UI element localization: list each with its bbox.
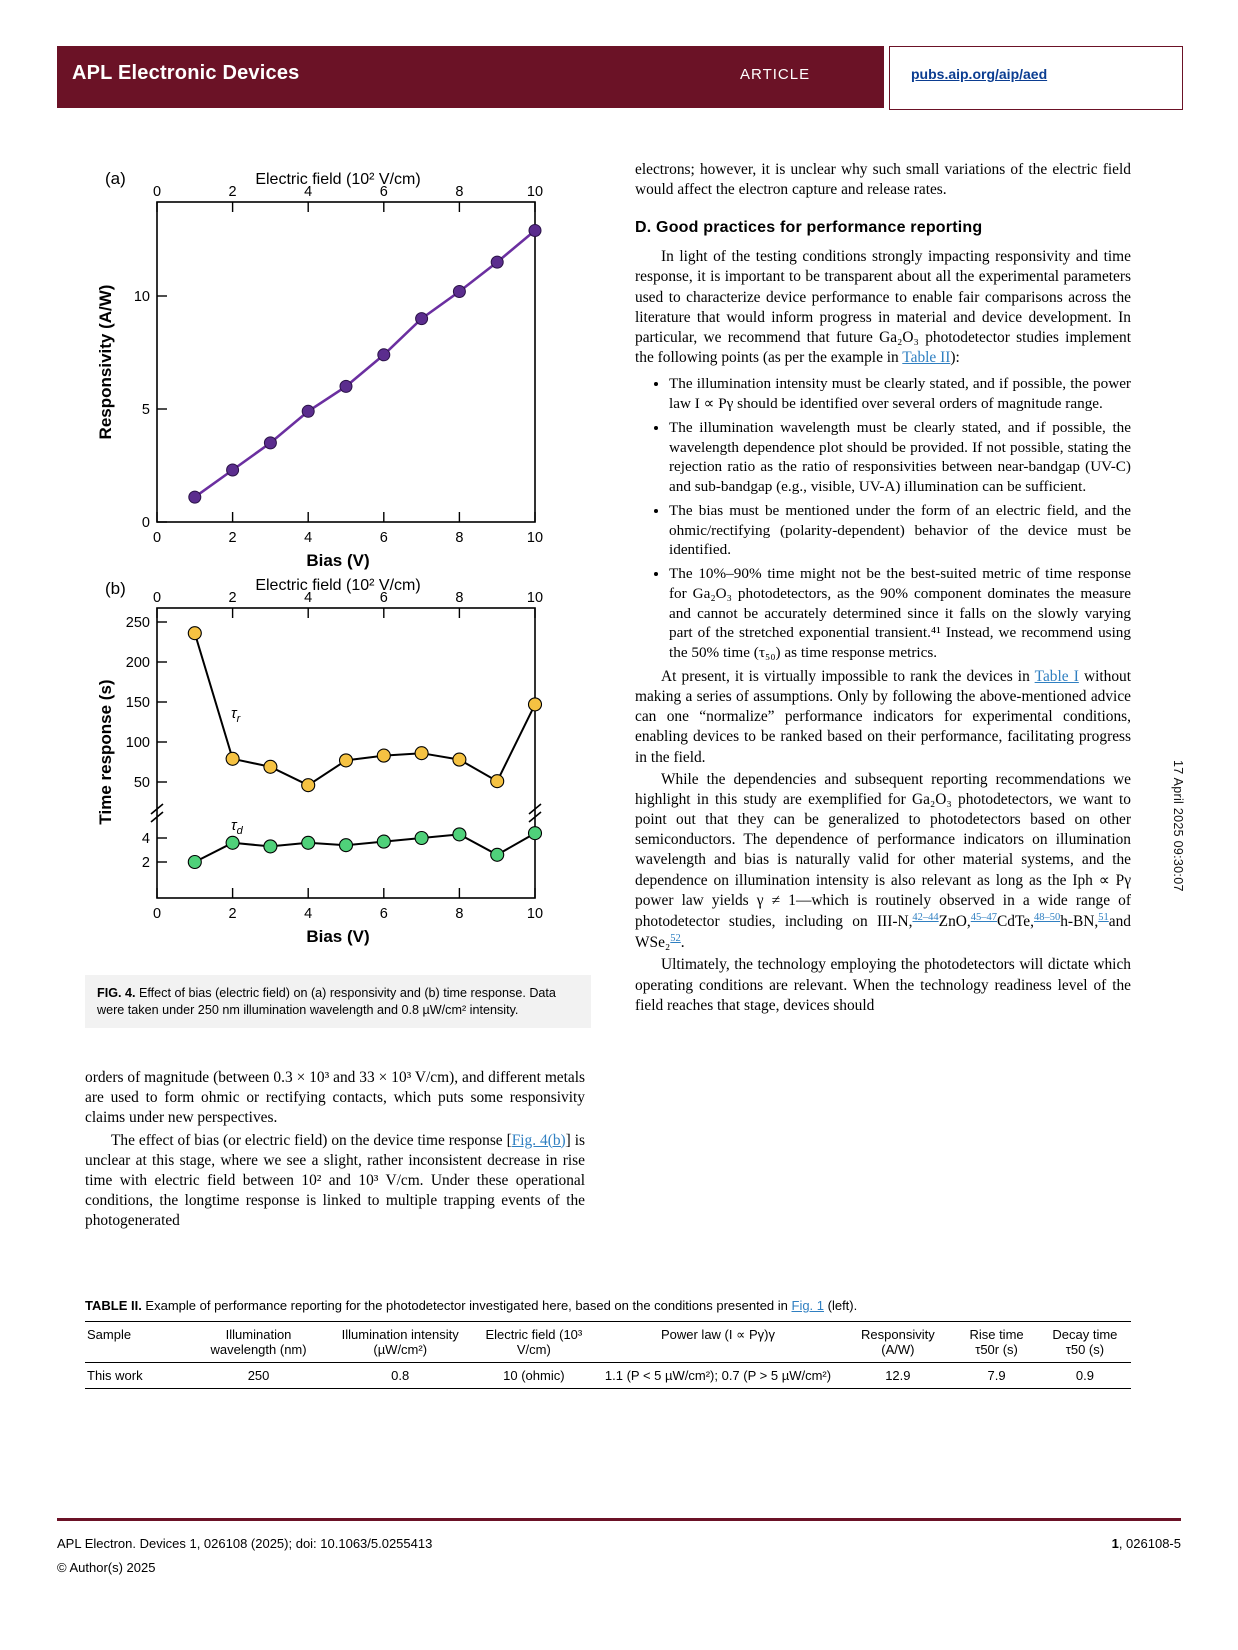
figure-caption-label: FIG. 4.: [97, 986, 136, 1000]
footer-article-id: , 026108-5: [1118, 1536, 1181, 1551]
recommendation-list: [635, 374, 1131, 663]
panel-a-ylabel: Responsivity (A/W): [96, 284, 115, 440]
right-column: [635, 160, 1131, 1018]
fig4b-link[interactable]: Fig. 4(b): [511, 1131, 566, 1149]
svg-text:0: 0: [152, 906, 162, 922]
svg-text:8: 8: [455, 590, 464, 606]
cell-sample: This work: [87, 1368, 143, 1383]
cell-risetime: 7.9: [987, 1368, 1006, 1383]
svg-text:0: 0: [141, 515, 150, 531]
list-item: • The 10%–90% time might not be the best-suited metric of time response for Ga₂O₃ photodetectors, as the 90% component dominates the measure and cannot be accurately determined since it falls on the slowly varying part of the stretched exponential transient.⁴¹ Instead, we recommend using the 50% time (τ₅₀) as time response metrics.: [669, 564, 1131, 663]
right-p3-mat-0: ZnO,: [938, 913, 971, 931]
column-header-efield: Electric field (10³ V/cm): [485, 1327, 583, 1357]
right-p3-mat-2: h-BN,: [1060, 913, 1099, 931]
svg-text:10: 10: [526, 184, 544, 200]
right-paragraph-3: [635, 770, 1131, 954]
svg-text:0: 0: [152, 530, 162, 546]
panel-a-top-axis-title: Electric field (10² V/cm): [255, 171, 421, 188]
svg-text:100: 100: [125, 735, 150, 751]
right-p3-mat-1: CdTe,: [996, 913, 1034, 931]
table1-link[interactable]: Table I: [1034, 667, 1079, 685]
svg-text:8: 8: [455, 530, 464, 546]
ref-link-51[interactable]: 51: [1098, 911, 1109, 923]
column-header-decaytime: Decay time τ50 (s): [1052, 1327, 1118, 1357]
section-heading-d: D. Good practices for performance reporting: [635, 219, 983, 237]
right-p2-part-a: At present, it is virtually impossible to rank the devices in: [661, 667, 1035, 685]
svg-text:200: 200: [125, 655, 150, 671]
svg-text:0: 0: [152, 590, 162, 606]
page-header: [0, 46, 1238, 108]
right-paragraph-2: [635, 667, 1131, 768]
svg-text:150: 150: [125, 695, 150, 711]
journal-url-link[interactable]: pubs.aip.org/aip/aed: [911, 66, 1048, 82]
ref-link-42-44[interactable]: 42–44: [912, 911, 939, 923]
panel-a-xlabel: Bias (V): [306, 551, 370, 570]
column-header-responsivity: Responsivity (A/W): [861, 1327, 935, 1357]
cell-efield: 10 (ohmic): [503, 1368, 565, 1383]
ref-link-45-47[interactable]: 45–47: [970, 911, 997, 923]
panel-b-label-tau-d: $\tau_d$: [231, 817, 243, 837]
figure-4-svg: [85, 162, 591, 952]
panel-b-xlabel: Bias (V): [306, 927, 370, 946]
ref-link-48-50[interactable]: 48–50: [1033, 911, 1061, 923]
cell-responsivity: 12.9: [885, 1368, 911, 1383]
svg-text:4: 4: [304, 906, 313, 922]
svg-text:4: 4: [304, 184, 313, 200]
cell-decaytime: 0.9: [1075, 1368, 1094, 1383]
panel-b-label-tau-r: $\tau_r$: [231, 705, 241, 725]
list-item: • The illumination wavelength must be clearly stated, and if possible, the wavelength dependence plot should be provided. If not possible, stating the rejection ratio as the ratio of responsivities between near-bandgap (UV-C) and sub-bandgap (e.g., visible, UV-A) illumination can be sufficient.: [669, 418, 1131, 497]
footer-copyright: © Author(s) 2025: [57, 1560, 156, 1575]
svg-text:2: 2: [141, 855, 150, 871]
table-2-title-b: (left).: [824, 1298, 858, 1313]
svg-text:6: 6: [379, 184, 388, 200]
svg-text:2: 2: [228, 590, 237, 606]
svg-text:8: 8: [455, 184, 464, 200]
svg-text:10: 10: [133, 289, 150, 305]
table-2: [85, 1321, 1131, 1389]
svg-text:5: 5: [141, 402, 150, 418]
svg-text:6: 6: [379, 590, 388, 606]
right-p1-part-b: ):: [950, 349, 960, 367]
table-header-row: [85, 1322, 1131, 1363]
left-column-body: [85, 1068, 585, 1233]
column-header-wavelength: Illumination wavelength (nm): [210, 1327, 307, 1357]
left-paragraph-2: [85, 1131, 585, 1232]
svg-text:4: 4: [141, 831, 150, 847]
left-paragraph-1: orders of magnitude (between 0.3 × 10³ and 33 × 10³ V/cm), and different metals are used to form ohmic or rectifying contacts, which puts some responsivity claims under new perspectives.: [85, 1069, 585, 1127]
svg-text:4: 4: [304, 530, 313, 546]
right-p1-part-a: In light of the testing conditions strongly impacting responsivity and time response, it is important to be transparent about all the experimental parameters used to characterize device performance to enable fair comparisons across the literature that would inform progress in material and device development. In particular, we recommend that future Ga₂O₃ photodetector studies implement the following points (as per the example in: [635, 248, 1131, 367]
svg-text:2: 2: [228, 530, 237, 546]
ref-link-52[interactable]: 52: [670, 933, 681, 945]
panel-a-label: (a): [105, 169, 126, 188]
journal-title: APL Electronic Devices: [72, 62, 300, 84]
cell-intensity: 0.8: [391, 1368, 410, 1383]
article-label: ARTICLE: [740, 66, 811, 83]
svg-text:8: 8: [455, 906, 464, 922]
column-header-risetime: Rise time τ50r (s): [969, 1327, 1024, 1357]
list-item: • The bias must be mentioned under the form of an electric field, and the ohmic/rectifying (polarity-dependent) behavior of the device must be identified.: [669, 501, 1131, 560]
svg-text:0: 0: [152, 184, 162, 200]
panel-b-top-axis-title: Electric field (10² V/cm): [255, 577, 421, 594]
table2-link[interactable]: Table II: [902, 349, 951, 367]
table-2-label: TABLE II.: [85, 1298, 142, 1313]
fig1-link[interactable]: Fig. 1: [791, 1298, 825, 1313]
svg-text:10: 10: [526, 530, 544, 546]
column-header-powerlaw: Power law (I ∝ Pγ)γ: [660, 1327, 775, 1342]
right-p2-part-b: without making a series of assumptions. Only by following the above-mentioned advice can one “normalize” performance indicators for experimental conditions, enabling devices to be ranked based on their performance, facilitating progress in the field.: [635, 667, 1131, 766]
table-2-block: [85, 1298, 1131, 1389]
right-p3-text: While the dependencies and subsequent reporting recommendations we highlight in this study are exemplified for Ga₂O₃ photodetectors, we want to point out that they can be generalized to photodetectors based on other semiconductors. The dependence of performance indicators on illumination wavelength and bias is naturally valid for other material systems, and the dependence on illumination intensity is also relevant as long as the Iph ∝ Pγ power law yields γ ≠ 1—which is routinely observed in a wide range of photodetector studies, including on III-N,: [635, 770, 1131, 931]
svg-text:6: 6: [379, 530, 388, 546]
left-p2-part-b: ] is unclear at this stage, where we see a slight, rather inconsistent decrease in rise time with electric field between 10² and 10³ V/cm. Under these operational conditions, the longtime response is linked to multiple trapping events of the photogenerated: [85, 1131, 585, 1230]
svg-text:4: 4: [304, 590, 313, 606]
table-2-title: [85, 1298, 1131, 1313]
panel-b-decay-line: [195, 833, 535, 862]
cell-wavelength: 250: [247, 1368, 270, 1383]
table-2-title-a: Example of performance reporting for the photodetector investigated here, based on the conditions presented in: [141, 1298, 792, 1313]
panel-b-label: (b): [105, 579, 126, 598]
svg-text:2: 2: [228, 184, 237, 200]
right-paragraph-4: Ultimately, the technology employing the photodetectors will dictate which operating conditions are relevant. When the technology readiness level of the field reaches that stage, devices should: [635, 956, 1131, 1014]
download-timestamp: 17 April 2025 09:30:07: [1171, 760, 1185, 892]
svg-text:250: 250: [125, 615, 150, 631]
svg-text:6: 6: [379, 906, 388, 922]
column-header-intensity: Illumination intensity (µW/cm²): [341, 1327, 459, 1357]
right-paragraph-1: [635, 247, 1131, 368]
footer-divider: [57, 1518, 1181, 1521]
figure-4: [85, 162, 591, 952]
svg-text:2: 2: [228, 906, 237, 922]
figure-caption-text: Effect of bias (electric field) on (a) responsivity and (b) time response. Data were taken under 250 nm illumination wavelength and 0.8 µW/cm² intensity.: [97, 986, 556, 1017]
panel-a-line: [195, 231, 535, 498]
panel-b-rise-line: [195, 633, 535, 785]
footer-citation: APL Electron. Devices 1, 026108 (2025); doi: 10.1063/5.0255413: [57, 1536, 433, 1551]
right-p3-mat-4: .: [680, 934, 685, 952]
footer-volume: 1: [1111, 1536, 1119, 1551]
svg-text:50: 50: [133, 775, 150, 791]
svg-text:10: 10: [526, 590, 544, 606]
right-paragraph-0: electrons; however, it is unclear why such small variations of the electric field would affect the electron capture and release rates.: [635, 161, 1131, 199]
panel-a-markers: [189, 225, 541, 504]
figure-caption: [85, 975, 591, 1028]
footer-page-number: [1112, 1536, 1181, 1551]
panel-b-rise-markers: [188, 627, 541, 792]
svg-text:10: 10: [526, 906, 544, 922]
right-p3-mat-3: and WSe₂: [635, 913, 1131, 952]
column-header-sample: Sample: [87, 1327, 132, 1342]
left-p2-part-a: The effect of bias (or electric field) on the device time response [: [111, 1131, 512, 1149]
cell-powerlaw: 1.1 (P < 5 µW/cm²); 0.7 (P > 5 µW/cm²): [604, 1368, 832, 1383]
list-item: • The illumination intensity must be clearly stated, and if possible, the power law I ∝ Pγ should be identified over several orders of magnitude range.: [669, 374, 1131, 414]
panel-b-ylabel: Time response (s): [96, 679, 115, 825]
table-row: [85, 1363, 1131, 1389]
